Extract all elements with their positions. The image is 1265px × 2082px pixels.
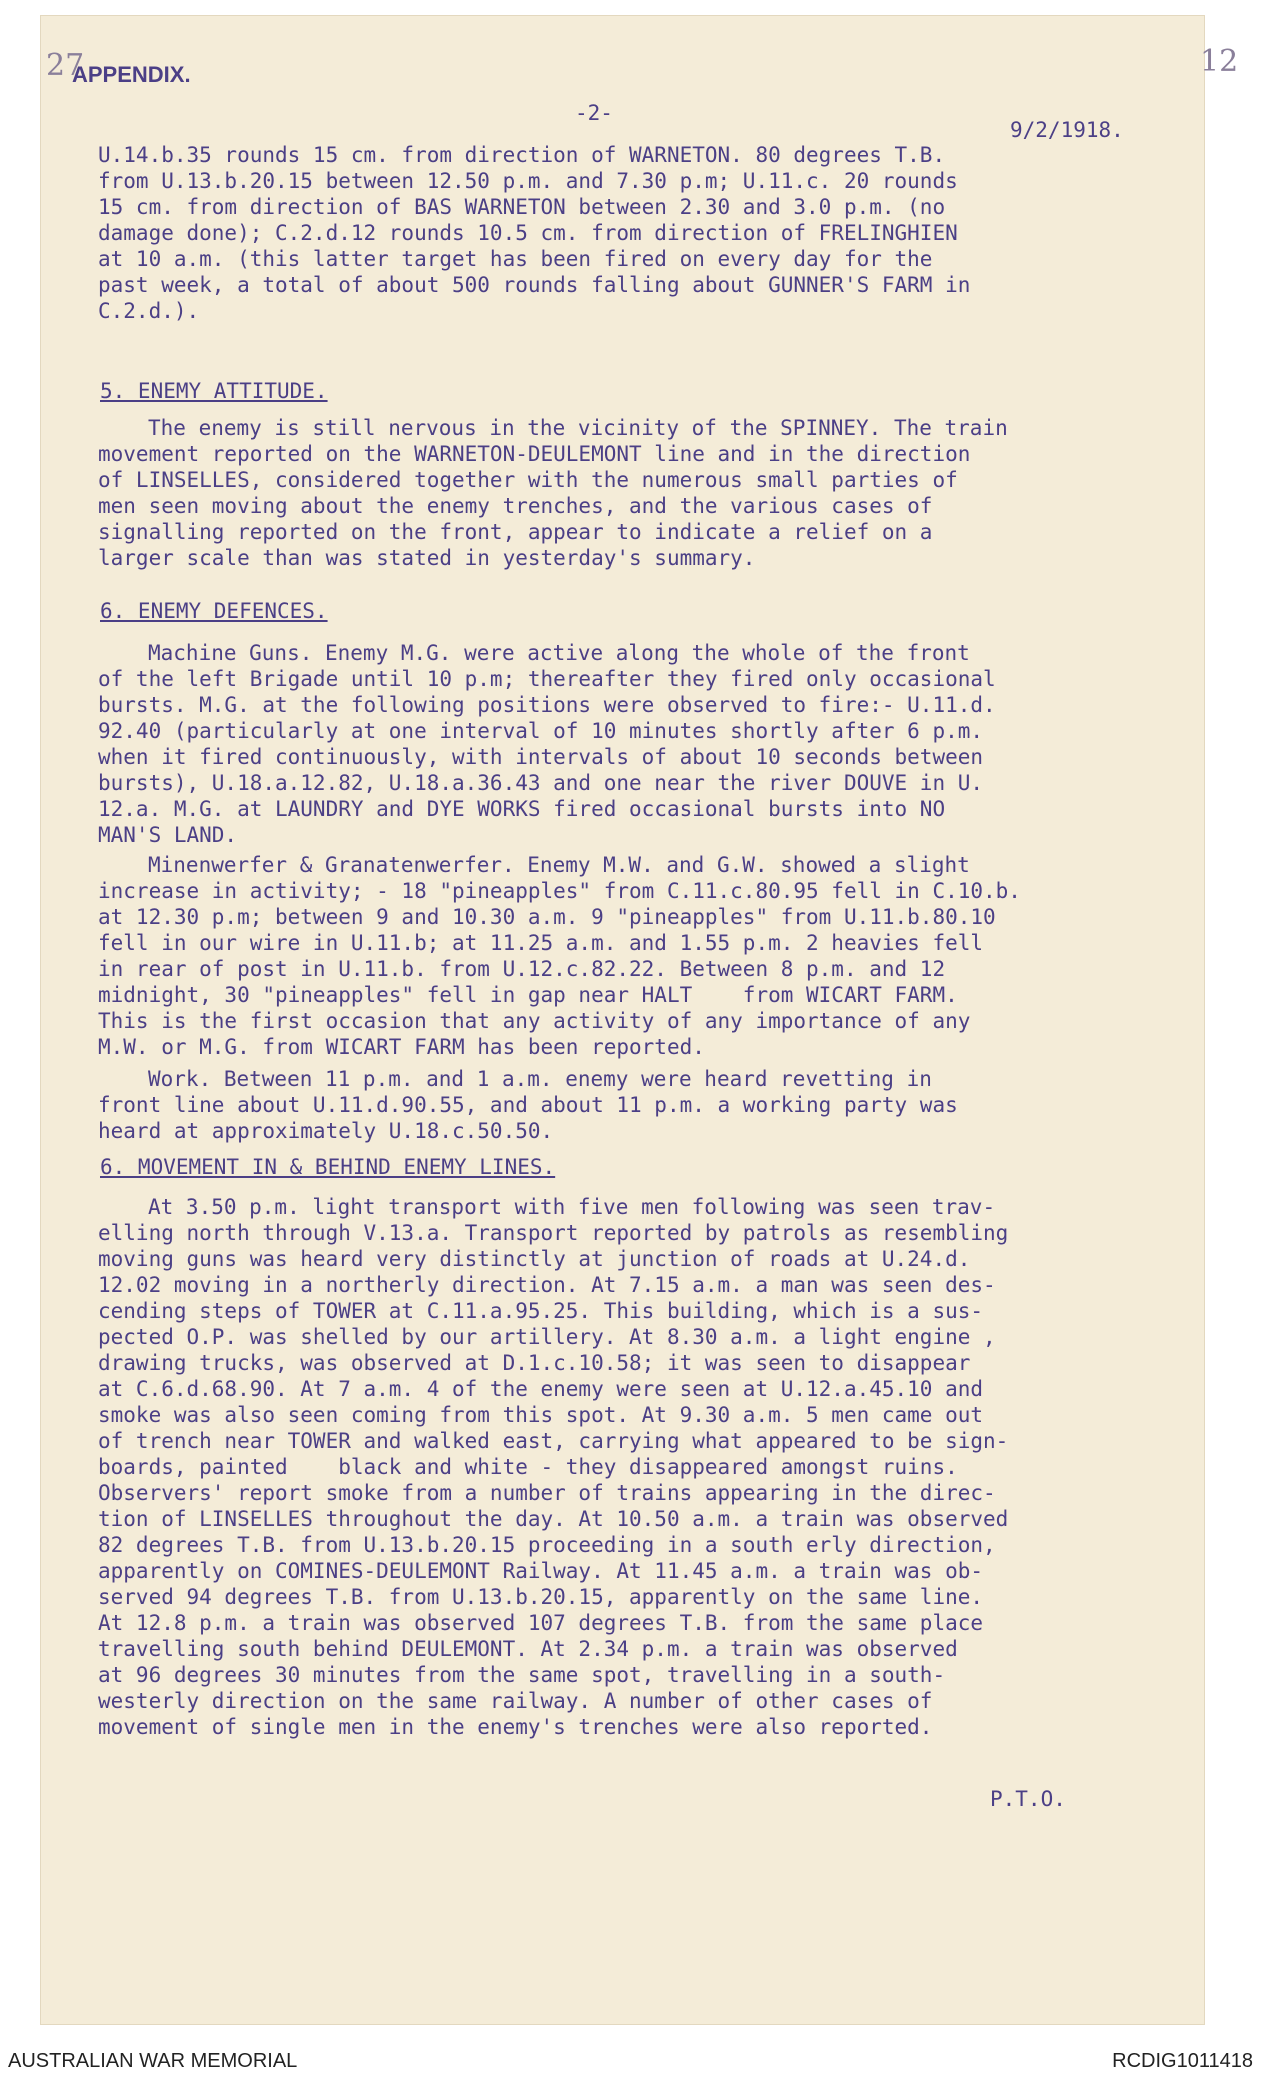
text-line: drawing trucks, was observed at D.1.c.10.58; it was seen to disappear (98, 1351, 971, 1375)
text-line: larger scale than was stated in yesterday's summary. (98, 546, 756, 570)
text-line: increase in activity; - 18 "pineapples" from C.11.c.80.95 fell in C.10.b. (98, 879, 1021, 903)
text-line: 82 degrees T.B. from U.13.b.20.15 proceeding in a south erly direction, (98, 1533, 996, 1557)
margin-number-left: 27 (46, 48, 85, 83)
text-line: smoke was also seen coming from this spot. At 9.30 a.m. 5 men came out (98, 1403, 984, 1427)
text-line: front line about U.11.d.90.55, and about 11 p.m. a working party was (98, 1093, 958, 1117)
document-date: 9/2/1918. (1010, 118, 1124, 142)
intro-paragraph (98, 142, 1138, 324)
text-line: M.W. or M.G. from WICART FARM has been reported. (98, 1035, 705, 1059)
page-number: -2- (575, 101, 613, 125)
text-line: apparently on COMINES-DEULEMONT Railway. At 11.45 a.m. a train was ob- (98, 1559, 984, 1583)
text-line: served 94 degrees T.B. from U.13.b.20.15, apparently on the same line. (98, 1585, 984, 1609)
section-heading-enemy-defences: 6. ENEMY DEFENCES. (100, 599, 328, 623)
text-line: Work. Between 11 p.m. and 1 a.m. enemy were heard revetting in (148, 1067, 932, 1091)
text-line: moving guns was heard very distinctly at junction of roads at U.24.d. (98, 1247, 971, 1271)
text-line: at 10 a.m. (this latter target has been fired on every day for the (98, 247, 933, 271)
text-line: pected O.P. was shelled by our artillery. At 8.30 a.m. a light engine , (98, 1325, 996, 1349)
please-turn-over: P.T.O. (990, 1787, 1066, 1811)
text-line: Minenwerfer & Granatenwerfer. Enemy M.W. and G.W. showed a slight (148, 853, 970, 877)
text-line: movement reported on the WARNETON-DEULEMONT line and in the direction (98, 442, 971, 466)
text-line: of trench near TOWER and walked east, carrying what appeared to be sign- (98, 1429, 1009, 1453)
margin-number-right: 12 (1200, 44, 1239, 79)
section-heading-enemy-attitude: 5. ENEMY ATTITUDE. (100, 379, 328, 403)
text-line: men seen moving about the enemy trenches, and the various cases of (98, 494, 933, 518)
text-line: at 96 degrees 30 minutes from the same spot, travelling in a south- (98, 1663, 946, 1687)
enemy-attitude-paragraph (98, 415, 1138, 571)
text-line: of LINSELLES, considered together with the numerous small parties of (98, 468, 958, 492)
text-line: damage done); C.2.d.12 rounds 10.5 cm. from direction of FRELINGHIEN (98, 221, 958, 245)
text-line: This is the first occasion that any activity of any importance of any (98, 1009, 971, 1033)
text-line: of the left Brigade until 10 p.m; thereafter they fired only occasional (98, 667, 996, 691)
minenwerfer-paragraph (98, 852, 1138, 1060)
text-line: MAN'S LAND. (98, 823, 238, 847)
text-line: At 3.50 p.m. light transport with five men following was seen trav- (148, 1195, 996, 1219)
text-line: U.14.b.35 rounds 15 cm. from direction of WARNETON. 80 degrees T.B. (98, 143, 946, 167)
text-line: in rear of post in U.11.b. from U.12.c.82.22. Between 8 p.m. and 12 (98, 957, 946, 981)
text-line: cending steps of TOWER at C.11.a.95.25. This building, which is a sus- (98, 1299, 984, 1323)
text-line: At 12.8 p.m. a train was observed 107 degrees T.B. from the same place (98, 1611, 984, 1635)
text-line: elling north through V.13.a. Transport reported by patrols as resembling (98, 1221, 1009, 1245)
movement-paragraph (98, 1194, 1138, 1740)
text-line: heard at approximately U.18.c.50.50. (98, 1119, 554, 1143)
text-line: movement of single men in the enemy's trenches were also reported. (98, 1715, 933, 1739)
text-line: travelling south behind DEULEMONT. At 2.34 p.m. a train was observed (98, 1637, 958, 1661)
text-line: tion of LINSELLES throughout the day. At 10.50 a.m. a train was observed (98, 1507, 1009, 1531)
text-line: 12.a. M.G. at LAUNDRY and DYE WORKS fired occasional bursts into NO (98, 797, 946, 821)
text-line: Observers' report smoke from a number of trains appearing in the direc- (98, 1481, 996, 1505)
text-line: Machine Guns. Enemy M.G. were active along the whole of the front (148, 641, 970, 665)
text-line: boards, painted black and white - they disappeared amongst ruins. (98, 1455, 958, 1479)
text-line: The enemy is still nervous in the vicinity of the SPINNEY. The train (148, 416, 1008, 440)
text-line: when it fired continuously, with intervals of about 10 seconds between (98, 745, 984, 769)
appendix-label: APPENDIX. (72, 62, 191, 87)
text-line: past week, a total of about 500 rounds falling about GUNNER'S FARM in (98, 273, 971, 297)
footer-archive-name: AUSTRALIAN WAR MEMORIAL (8, 2050, 298, 2072)
text-line: at C.6.d.68.90. At 7 a.m. 4 of the enemy were seen at U.12.a.45.10 and (98, 1377, 984, 1401)
text-line: westerly direction on the same railway. A number of other cases of (98, 1689, 933, 1713)
footer-record-id: RCDIG1011418 (1112, 2050, 1253, 2072)
text-line: at 12.30 p.m; between 9 and 10.30 a.m. 9 "pineapples" from U.11.b.80.10 (98, 905, 996, 929)
text-line: 12.02 moving in a northerly direction. At 7.15 a.m. a man was seen des- (98, 1273, 996, 1297)
text-line: signalling reported on the front, appear to indicate a relief on a (98, 520, 933, 544)
text-line: bursts), U.18.a.12.82, U.18.a.36.43 and one near the river DOUVE in U. (98, 771, 984, 795)
text-line: 15 cm. from direction of BAS WARNETON between 2.30 and 3.0 p.m. (no (98, 195, 946, 219)
text-line: fell in our wire in U.11.b; at 11.25 a.m. and 1.55 p.m. 2 heavies fell (98, 931, 984, 955)
text-line: midnight, 30 "pineapples" fell in gap near HALT from WICART FARM. (98, 983, 958, 1007)
text-line: C.2.d.). (98, 299, 200, 323)
text-line: 92.40 (particularly at one interval of 10 minutes shortly after 6 p.m. (98, 719, 984, 743)
text-line: from U.13.b.20.15 between 12.50 p.m. and 7.30 p.m; U.11.c. 20 rounds (98, 169, 958, 193)
work-paragraph (98, 1066, 1138, 1144)
text-line: bursts. M.G. at the following positions were observed to fire:- U.11.d. (98, 693, 996, 717)
section-heading-movement: 6. MOVEMENT IN & BEHIND ENEMY LINES. (100, 1155, 556, 1179)
machine-guns-paragraph (98, 640, 1138, 848)
